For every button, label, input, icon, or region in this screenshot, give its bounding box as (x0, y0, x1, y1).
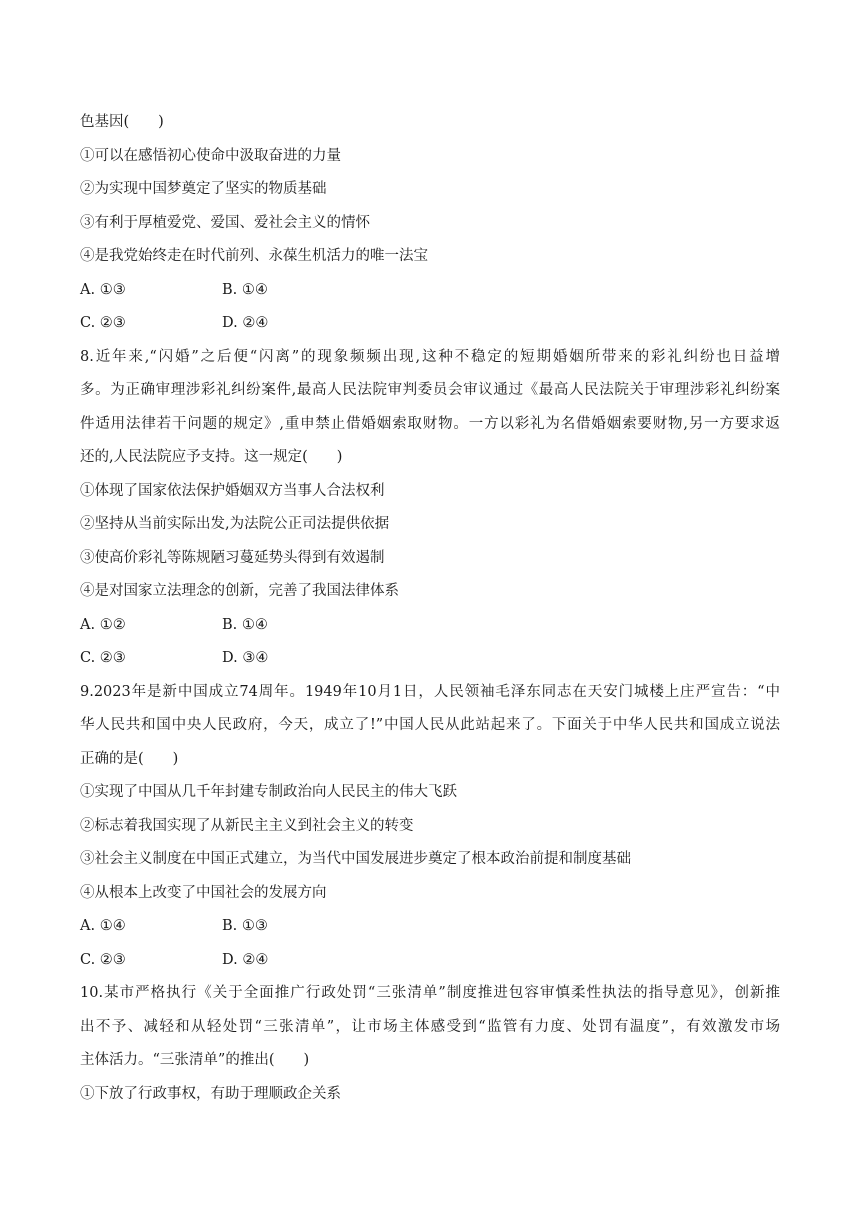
question-8-option-4: ④是对国家立法理念的创新，完善了我国法律体系 (80, 583, 399, 599)
question-9-choice-d: D. ②④ (222, 951, 269, 968)
question-9-choice-a: A. ①④ (80, 918, 126, 934)
question-8-option-1: ①体现了国家依法保护婚姻双方当事人合法权利 (80, 482, 385, 499)
question-9-option-1: ①实现了中国从几千年封建专制政治向人民民主的伟大飞跃 (80, 784, 457, 800)
question-8-choice-c: C. ②③ (80, 650, 126, 666)
question-8-choices-row-2 (80, 648, 780, 682)
question-7-option-4: ④是我党始终走在时代前列、永葆生机活力的唯一法宝 (80, 248, 428, 264)
question-8-choice-a: A. ①② (80, 616, 126, 633)
question-10-stem (80, 983, 780, 1084)
question-9-choice-b: B. ①③ (222, 918, 268, 934)
question-7-option-1: ①可以在感悟初心使命中汲取奋进的力量 (80, 147, 341, 164)
question-8-option-2: ②坚持从当前实际出发,为法院公正司法提供依据 (80, 516, 390, 532)
question-9-stem-line-2: 华人民共和国中央人民政府，今天，成立了!”中国人民从此站起来了。下面关于中华人民共和国成立说法 (80, 717, 780, 733)
question-7 (80, 112, 780, 347)
question-9-choice-c: C. ②③ (80, 951, 126, 968)
question-8-choice-d: D. ③④ (222, 650, 269, 666)
question-9-option-4: ④从根本上改变了中国社会的发展方向 (80, 884, 327, 901)
question-7-stem-tail: 色基因( ) (80, 114, 164, 130)
question-7-choice-d: D. ②④ (222, 315, 269, 331)
question-9-stem-line-3: 正确的是( ) (80, 750, 179, 767)
question-9-choices-row-2 (80, 950, 780, 984)
question-8-choices-row-1 (80, 615, 780, 649)
question-9 (80, 682, 780, 984)
question-9-option-2: ②标志着我国实现了从新民主主义到社会主义的转变 (80, 817, 414, 834)
question-7-choices-row-1 (80, 280, 780, 314)
question-7-choices-row-2 (80, 313, 780, 347)
question-8-stem-line-3: 件适用法律若干问题的规定》,重申禁止借婚姻索取财物。一方以彩礼为名借婚姻索要财物,另一方要求返 (80, 415, 780, 432)
question-8-stem-line-1: 8.近年来,“闪婚”之后便“闪离”的现象频频出现,这种不稳定的短期婚姻所带来的彩礼纠纷也日益增 (80, 348, 780, 365)
question-10-stem-line-1: 10.某市严格执行《关于全面推广行政处罚“三张清单”制度推进包容审慎柔性执法的指导意见》，创新推 (80, 985, 780, 1001)
question-7-choice-b: B. ①④ (222, 281, 268, 298)
question-8-stem (80, 347, 780, 481)
question-10-option-1: ①下放了行政事权，有助于理顺政企关系 (80, 1085, 341, 1102)
question-7-option-2: ②为实现中国梦奠定了坚实的物质基础 (80, 181, 327, 197)
question-9-stem-line-1: 9.2023年是新中国成立74周年。1949年10月1日，人民领袖毛泽东同志在天安门城楼上庄严宣告：“中 (80, 683, 780, 700)
question-10-stem-line-2: 出不予、减轻和从轻处罚“三张清单”，让市场主体感受到“监管有力度、处罚有温度”，有效激发市场 (80, 1018, 780, 1035)
question-7-choice-a: A. ①③ (80, 281, 126, 298)
question-7-option-3: ③有利于厚植爱党、爱国、爱社会主义的情怀 (80, 214, 370, 231)
question-10-stem-line-3: 主体活力。“三张清单”的推出( ) (80, 1052, 310, 1068)
page-content (80, 112, 780, 1117)
question-9-choices-row-1 (80, 916, 780, 950)
question-8-choice-b: B. ①④ (222, 616, 268, 633)
question-8-option-3: ③使高价彩礼等陈规陋习蔓延势头得到有效遏制 (80, 549, 385, 566)
question-7-choice-c: C. ②③ (80, 315, 126, 331)
question-10 (80, 983, 780, 1117)
question-8-stem-line-4: 还的,人民法院应予支持。这一规定( ) (80, 449, 343, 465)
question-8 (80, 347, 780, 682)
question-8-stem-line-2: 多。为正确审理涉彩礼纠纷案件,最高人民法院审判委员会审议通过《最高人民法院关于审理涉彩礼纠纷案 (80, 382, 780, 398)
question-9-option-3: ③社会主义制度在中国正式建立，为当代中国发展进步奠定了根本政治前提和制度基础 (80, 851, 631, 867)
question-9-stem (80, 682, 780, 783)
